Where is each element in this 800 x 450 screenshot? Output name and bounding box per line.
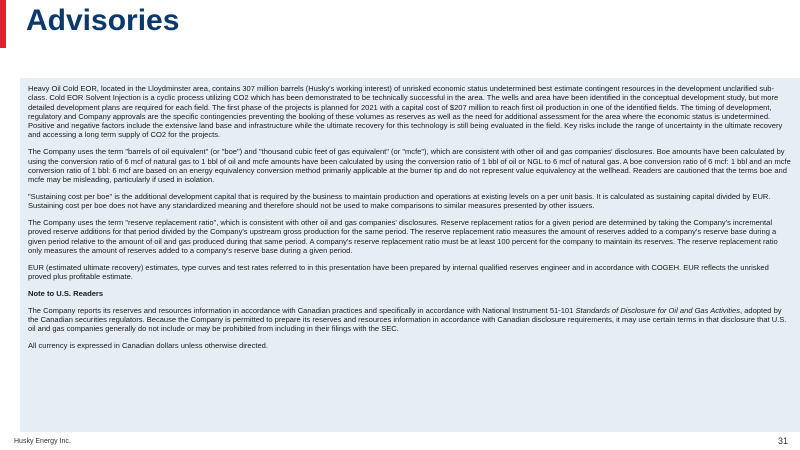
advisories-panel <box>20 78 800 432</box>
page-title: Advisories <box>26 4 180 37</box>
paragraph-reserve-replacement: The Company uses the term "reserve replacement ratio", which is consistent with other oil and gas companies' disclosures. Reserve replacement ratios for a given period are determined by taking the Company's incremental proved reserve additions for that period divided by the Company's upstream gross production for the same period. The reserve replacement ratio measures the amount of reserves added to a company's reserve base during a given period relative to the amount of oil and gas produced during that same period. A company's reserve replacement ratio must be at least 100 percent for the company to maintain its reserves. The reserve replacement ratio only measures the amount of reserves added to a company's reserve base during a given period. <box>28 218 778 255</box>
paragraph-us-readers <box>28 306 792 334</box>
footer-company: Husky Energy Inc. <box>14 438 71 445</box>
paragraph-currency: All currency is expressed in Canadian dollars unless otherwise directed. <box>28 341 268 351</box>
us-readers-text-b: , adopted by the Canadian securities regulators. Because the Company is permitted to prepare its reserves and resources information in accordance with Canadian disclosure requirements, it may use certain terms in that disclosure that U.S. oil and gas companies generally do not include or may be prohibited from including in their filings with the SEC. <box>28 305 787 334</box>
paragraph-sustaining-cost: "Sustaining cost per boe" is the additional development capital that is required by the business to maintain production and operations at existing levels on a per unit basis. It is calculated as sustaining capital divided by EUR. Sustaining cost per boe does not have any standardized meaning and therefore should not be used to make comparisons to similar measures presented by other issuers. <box>28 191 771 211</box>
paragraph-boe-mcfe: The Company uses the term "barrels of oil equivalent" (or "boe") and "thousand cubic feet of gas equivalent" (or "mcfe"), which are consistent with other oil and gas companies' disclosures. Boe amounts have been calculated by using the conversion ratio of 6 mcf of natural gas to 1 bbl of oil and mcfe amounts have been calculated by using the conversion ratio of 1 bbl of oil or NGL to 6 mcf of natural gas. A boe conversion ratio of 6 mcf: 1 bbl and an mcfe conversion ratio of 1 bbl: 6 mcf are based on an energy equivalency conversion method primarily applicable at the burner tip and do not represent value equivalency at the wellhead. Readers are cautioned that the terms boe and mcfe may be misleading, particularly if used in isolation. <box>28 147 791 185</box>
standards-title: Standards of Disclosure for Oil and Gas Activities <box>575 305 740 315</box>
note-heading: Note to U.S. Readers <box>28 288 104 298</box>
us-readers-text-a: The Company reports its reserves and resources information in accordance with Canadian practices and specifically in accordance with National Instrument 51-101 <box>28 305 576 315</box>
accent-bar <box>0 0 6 48</box>
paragraph-eur: EUR (estimated ultimate recovery) estimates, type curves and test rates referred to in this presentation have been prepared by internal qualified reserves engineer and in accordance with COGEH. EUR reflects the unrisked proved plus profitable estimate. <box>28 262 769 282</box>
paragraph-cold-eor: Heavy Oil Cold EOR, located in the Lloydminster area, contains 307 million barrels (Husky's working interest) of unrisked economic status undetermined best estimate contingent resources in the development unclarified sub-class. Cold EOR Solvent Injection is a cyclic process utilizing CO2 which has been demonstrated to be technically successful in the area. The wells and area have been identified in the conceptual development study, but more detailed development plans are required for each field. The first phase of the projects is planned for 2021 with a capital cost of $207 million to reach first oil production in one of the identified fields. The timing of development, regulatory and Company approvals are the specific contingencies preventing the booking of these volumes as reserves as well as the need for additional assessment for the area where the economic status is undetermined. Positive and negative factors include the extensive land base and infrastructure while the ultimate recovery for this technology is still being evaluated in the field. Key risks include the range of uncertainty in the ultimate recovery and accessing a long term supply of CO2 for the projects. <box>28 84 783 140</box>
page-number: 31 <box>777 436 788 446</box>
